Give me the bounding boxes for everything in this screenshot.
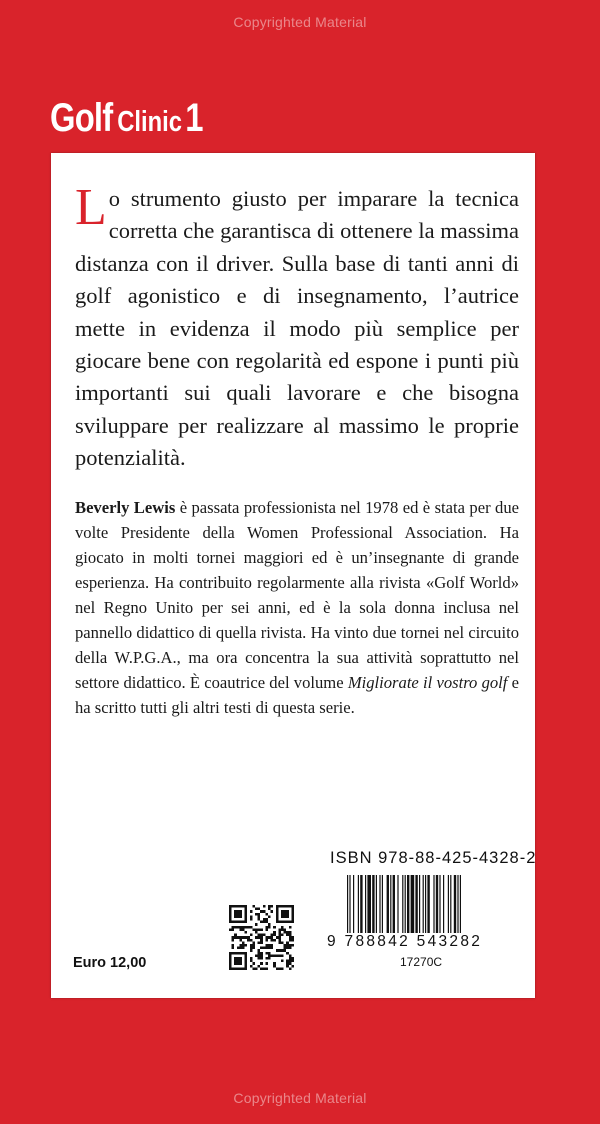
- bio-text-1: è passata professionista nel 1978 ed è stata per due volte Presidente della Women Professional Association. Ha giocato in molti tornei maggiori ed è un’insegnante di grande esperienza. Ha contribuito regolarmente alla rivista «Golf World» nel Regno Unito per sei anni, ed è la sola donna inclusa nel pannello didattico di quella rivista. Ha vinto due tornei nel circuito della W.P.G.A., ma ora concentra la sua attività soprattutto nel settore didattico. È coautrice del volume: [75, 498, 519, 692]
- bio-text-2: e ha scritto tutti gli altri testi di questa serie.: [75, 673, 519, 717]
- qr-code-icon: [229, 905, 294, 970]
- blurb-text: o strumento giusto per imparare la tecnica corretta che garantisca di ottenere la massima distanza con il driver. Sulla base di tanti anni di golf agonistico e di insegnamento, l’autrice mette in evidenza il modo più semplice per giocare bene con regolarità ed espone i punti più importanti sui quali lavorare e che bisogna sviluppare per realizzare al massimo le proprie potenzialità.: [75, 186, 519, 471]
- author-bio: [75, 495, 519, 720]
- author-name: Beverly Lewis: [75, 498, 176, 517]
- product-code: 17270C: [400, 955, 443, 969]
- series-title-golf: Golf: [50, 96, 113, 140]
- price-label: Euro 12,00: [73, 955, 147, 971]
- series-title-clinic: Clinic: [117, 106, 182, 138]
- watermark-bottom: Copyrighted Material: [233, 1090, 367, 1106]
- back-cover-panel: [51, 153, 535, 998]
- series-title: [50, 96, 204, 141]
- drop-cap: L: [75, 179, 107, 236]
- blurb-paragraph: [75, 179, 519, 475]
- isbn-label: ISBN 978-88-425-4328-2: [330, 849, 537, 867]
- book-title: Migliorate il vostro golf: [347, 673, 508, 692]
- barcode-digits: 9 788842 543282: [327, 933, 483, 950]
- series-title-number: 1: [185, 96, 204, 140]
- watermark-top: Copyrighted Material: [233, 14, 367, 30]
- barcode-icon: [345, 875, 515, 933]
